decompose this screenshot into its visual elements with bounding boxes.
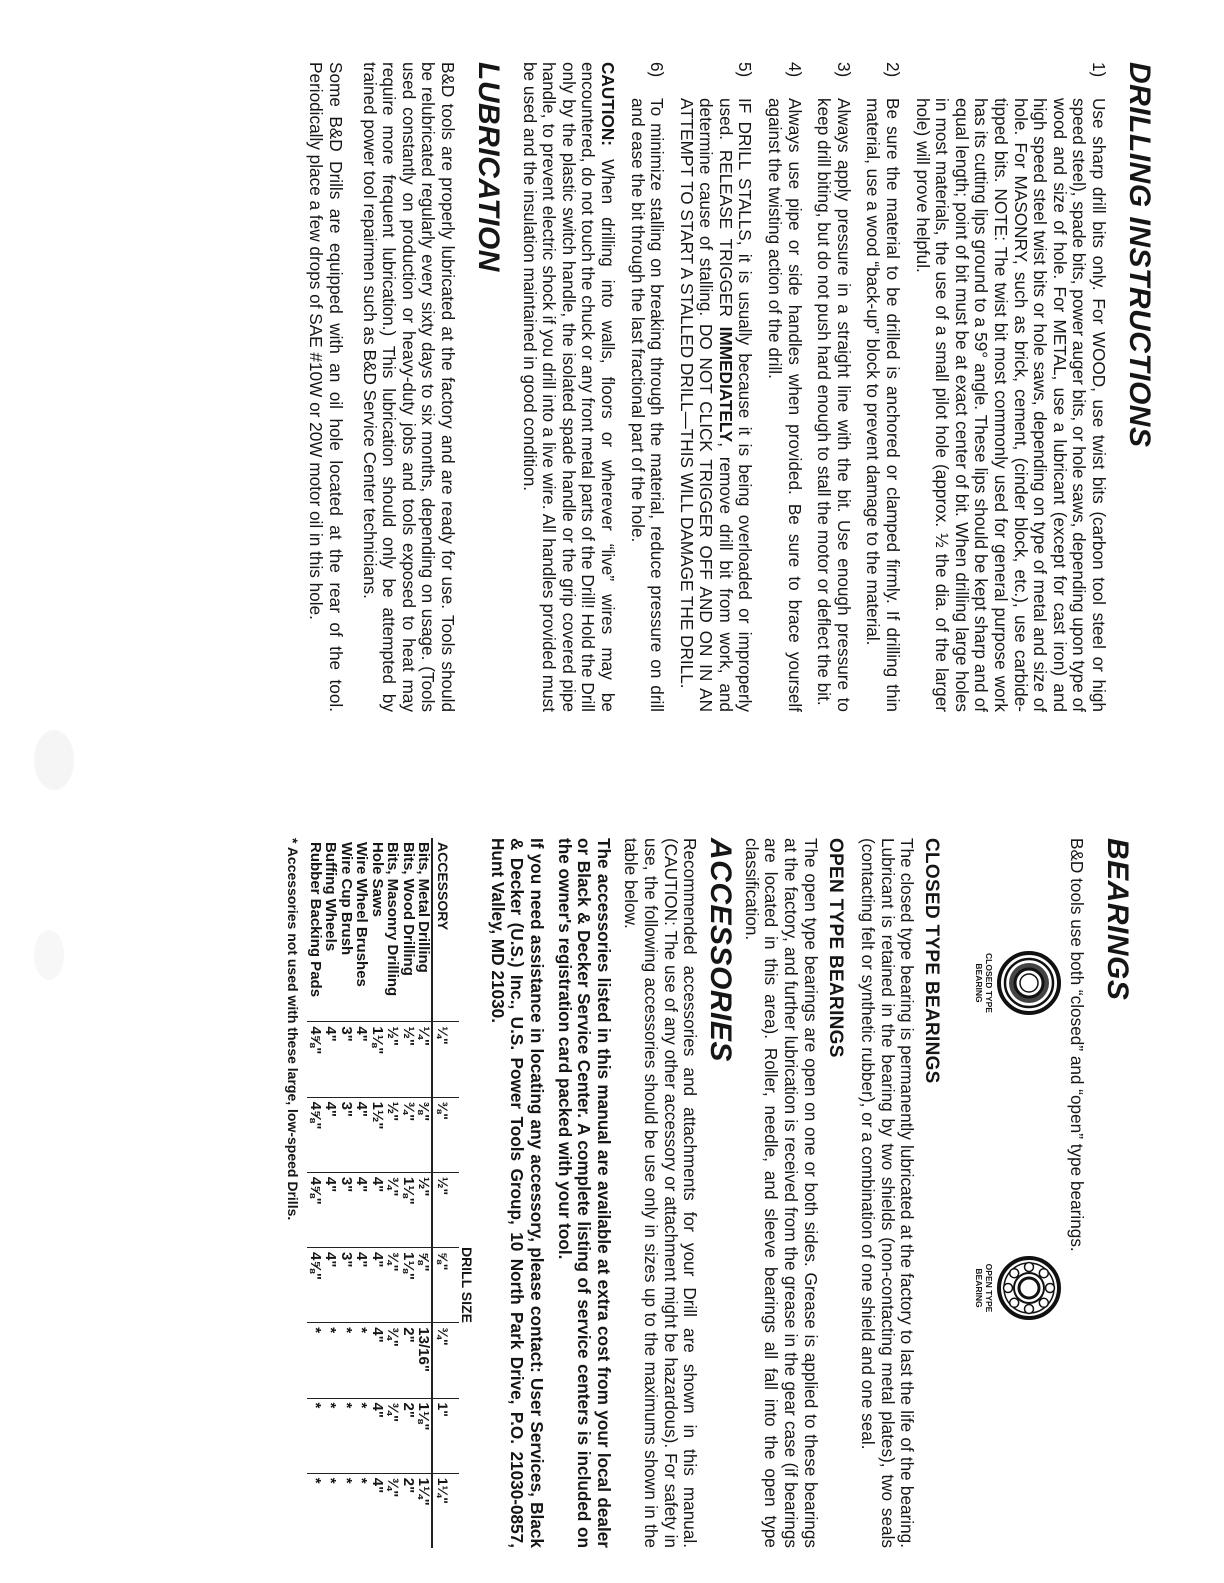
left-column [292,62,1156,712]
accessories-paragraph-3: If you need assistance in locating any accessory, please contact: User Services, Black & Decker (U.S.) Inc., U.S. Power Tools Group, 10 North Park Drive, P.O. 21030-0857, Hunt Valley, MD 21030. [487,838,548,1548]
accessories-table [307,838,477,1548]
size-value: ½" [385,1022,401,1097]
accessory-name: Buffing Wheels [322,842,340,952]
open-bearings-text: The open type bearings are open on one or both sides. Grease is applied to these bearings at the factory, and further lubrication is received from the grease in the gear case (if bearings are located in this area). Roller, needle, and sleeve bearings all fall into the open type classification. [741,838,821,1548]
size-header: ¼" [432,1022,459,1097]
size-value: 1⅛" [416,1398,433,1473]
accessory-name: Hole Saws [368,842,386,918]
size-value: ⅜" [416,1097,433,1172]
accessories-paragraph-2: The accessories listed in this manual are available at extra cost from your local dealer or Black & Decker Service Center. A complete listing of service centers is included on the owner's registration card packed with your tool. [554,838,614,1548]
step-text: Be sure the material to be drilled is anchored or clamped firmly. If drilling thin material, use a wood “back-up” block to prevent damage to the material. [863,98,904,712]
drilling-title: DRILLING INSTRUCTIONS [1123,62,1156,448]
size-header: ½" [432,1172,459,1247]
step-text: To minimize stalling on breaking through the material, reduce pressure on drill and ease the bit through the last fractional part of the hole. [627,98,668,712]
size-value: ¾" [400,1097,416,1172]
table-row [323,838,339,1548]
step-2 [863,62,902,712]
drilling-steps [627,62,1108,712]
scan-smudge [34,930,64,980]
size-value: * [307,1398,323,1473]
size-value: 2" [400,1398,416,1473]
size-value: 1⅛" [400,1248,416,1323]
step-text: IF DRILL STALLS, it is usually because it is being overloaded or improperly used. RELEASE TRIGGER [715,98,756,712]
open-bearing-figure [974,1238,1062,1338]
table-footnote: * Accessories not used with these large, low-speed Drills. [285,838,302,1221]
bearing-figures [954,838,1062,1548]
size-value: ¾" [385,1473,401,1548]
table-row [400,838,416,1548]
size-header: ⅝" [432,1248,459,1323]
size-value: 4" [323,1248,339,1323]
step-3 [814,62,853,712]
size-header: 1" [432,1398,459,1473]
size-value: * [338,1323,354,1398]
step-text: Use sharp drill bits only. For WOOD, use twist bits (carbon tool steel or high speed steel), spade bits, power auger bits, or hole saws, depending upon type of wood and size of hole. For METAL, use a lubricant (except for cast iron) and high speed steel twist bits or hole saws, depending on type of metal and size of hole. For MASONRY, such as brick, cement, (cinder block, etc.), use carbide-tipped bits. NOTE: The twist bit most commonly used for general purpose work has its cutting lips ground to a 59° angle. These lips should be kept sharp and of equal length; point of bit must be at exact center of bit. When drilling large holes in most materials, the use of a small pilot hole (approx. ½ the dia. of the larger hole) will prove helpful. [912,98,1109,712]
size-header: ⅜" [432,1097,459,1172]
accessory-name: Bits, Metal Drilling [415,842,433,973]
accessory-header: ACCESSORY [432,838,459,1022]
closed-bearings-text: The closed type bearing is permanently lubricated at the factory to last the life of the bearing. Lubricant is retained in the bearing by two shields (non-contacting metal plates), two seals (contacting felt or synthetic rubber), or a combination of one shield and one seal. [858,838,918,1548]
open-bearing-icon [996,1255,1062,1321]
size-value: 4" [369,1248,385,1323]
step-6 [627,62,666,712]
size-value: ½" [385,1097,401,1172]
size-value: 1⅛" [400,1172,416,1247]
size-value: 3" [338,1248,354,1323]
size-value: ¾" [385,1248,401,1323]
step-5 [676,62,754,712]
table-row [369,838,385,1548]
accessory-name: Wire Cup Brush [337,842,355,956]
size-value: 4" [369,1398,385,1473]
step-text: , remove drill bit from work, and determine cause of stalling. DO NOT CLICK TRIGGER OFF AND ON IN AN ATTEMPT TO START A STALLED DRILL—THIS WILL DAMAGE THE DRILL. [676,98,736,712]
lubrication-paragraph-2: Some B&D Drills are equipped with an oil hole located at the rear of the tool. Periodically place a few drops of SAE #10W or 20W motor oil in this hole. [306,62,346,712]
scan-smudge [34,730,74,790]
step-number: 2) [883,62,904,78]
step-number: 3) [833,62,854,78]
size-value: 4" [323,1097,339,1172]
size-value: * [323,1323,339,1398]
open-bearings-heading: OPEN TYPE BEARINGS [824,838,846,1058]
accessory-name: Wire Wheel Brushes [353,842,371,987]
caution-label: CAUTION: [597,62,618,147]
step-4 [765,62,804,712]
step-number: 4) [784,62,805,78]
size-value: * [323,1473,339,1548]
step-text: Always use pipe or side handles when provided. Be sure to brace yourself against the twisting action of the drill. [765,98,805,712]
size-value: 4⅝" [307,1172,323,1247]
size-value: ½" [400,1022,416,1097]
lubrication-paragraph-1: B&D tools are properly lubricated at the factory and are ready for use. Tools should be relubricated regularly every sixty days to six months, depending on usage. (Tools used constantly on production or heavy-duty jobs and tools exposed to heat may require more frequent lubrication.) This lubrication should only be attempted by trained power tool repairmen such as B&D Service Center technicians. [359,62,458,712]
size-value: 4" [369,1473,385,1548]
bearings-intro: B&D tools use both “closed” and “open” type bearings. [1067,838,1087,1252]
closed-bearings-heading: CLOSED TYPE BEARINGS [921,838,943,1084]
table-row [338,838,354,1548]
size-value: 1⅛" [369,1022,385,1097]
size-value: ½" [416,1172,433,1247]
size-value: 4" [354,1172,370,1247]
size-value: * [354,1323,370,1398]
size-value: 1¼" [416,1473,433,1548]
step-1 [912,62,1108,712]
table-row [307,838,323,1548]
accessory-name: Rubber Backing Pads [306,842,324,998]
table-row [354,838,370,1548]
size-header: ¾" [432,1323,459,1398]
size-value: 4⅝" [307,1022,323,1097]
size-value: 4" [354,1248,370,1323]
size-value: * [307,1473,323,1548]
step-number: 6) [647,62,668,78]
step-number: 5) [735,62,756,78]
bearings-title: BEARINGS [1101,838,1134,1001]
closed-bearing-caption: CLOSED TYPE BEARING [974,953,995,1013]
size-value: 4⅝" [307,1097,323,1172]
size-value: * [354,1398,370,1473]
size-value: 2" [400,1323,416,1398]
right-column [285,838,1134,1548]
size-value: 13/16" [416,1323,433,1398]
table-row [385,838,401,1548]
accessories-table-body [307,838,432,1548]
size-value: ⅝" [416,1248,433,1323]
size-value: 4" [354,1097,370,1172]
size-value: 4⅝" [307,1248,323,1323]
closed-bearing-figure [974,933,1062,1033]
size-value: 2" [400,1473,416,1548]
size-value: ¾" [385,1323,401,1398]
accessories-title: ACCESSORIES [704,838,738,1062]
size-value: 4" [354,1022,370,1097]
size-value: 4" [369,1323,385,1398]
closed-bearing-icon [996,950,1062,1016]
step-number: 1) [1089,62,1109,78]
accessory-name: Bits, Wood Drilling [399,842,417,976]
size-value: 4" [369,1172,385,1247]
size-value: ¼" [416,1022,433,1097]
caution-text: When drilling into walls, floors or wherever “live” wires may be encountered, do not touch the chuck or any front metal parts of the Drill! Hold the Drill only by the plastic switch handle, the isolated spade handle or the grip covered pipe handle, to prevent electric shock if you drill into a live wire. All handles provided must be used and the insulation maintained in good condition. [519,62,618,712]
size-header: 1¼" [432,1473,459,1548]
size-value: 4" [323,1172,339,1247]
size-value: ¾" [385,1398,401,1473]
size-value: * [307,1323,323,1398]
size-value: 3" [338,1097,354,1172]
step-text-emphasis: IMMEDIATELY [715,326,736,443]
accessories-paragraph-1: Recommended accessories and attachments for your Drill are shown in this manual. (CAUTION: The use of any other accessory or attachment might be hazardous). For safety in use, the following accessories should be use only in sizes up to the maximums shown in the table below. [621,838,701,1548]
lubrication-title: LUBRICATION [471,62,505,272]
size-value: 3" [338,1172,354,1247]
size-value: 4" [323,1022,339,1097]
size-value: * [338,1473,354,1548]
size-value: 1½" [369,1097,385,1172]
accessory-name: Bits, Masonry Drilling [384,842,402,997]
size-value: * [323,1398,339,1473]
open-bearing-caption: OPEN TYPE BEARING [974,1263,995,1313]
drill-size-header: DRILL SIZE [459,1246,476,1323]
size-value: * [354,1473,370,1548]
step-text: Always apply pressure in a straight line with the bit. Use enough pressure to keep drill biting, but do not push hard enough to stall the motor or deflect the bit. [814,98,854,712]
size-value: * [338,1398,354,1473]
size-value: ¾" [385,1172,401,1247]
table-row [416,838,433,1548]
caution-paragraph [519,62,617,712]
size-value: 3" [338,1022,354,1097]
